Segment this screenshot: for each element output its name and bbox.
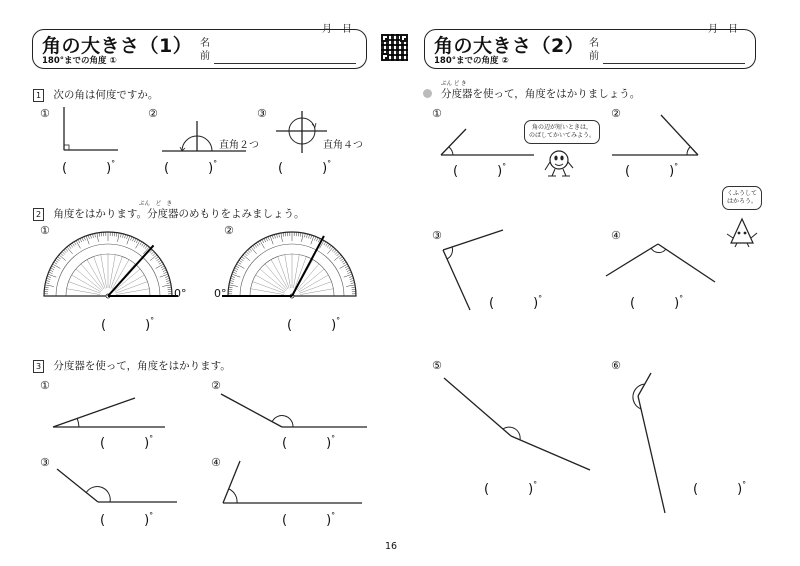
date-label: 月 日 (708, 24, 738, 35)
date-label: 月 日 (322, 24, 352, 35)
item-number: ③ (432, 229, 442, 242)
item-number: ① (40, 107, 50, 120)
page-subtitle: 180°までの角度 ① (42, 56, 117, 66)
answer-blank[interactable]: ( )° (278, 159, 332, 176)
name-label: 前 (589, 51, 599, 62)
item-number: ② (211, 379, 221, 392)
answer-blank[interactable]: ( )° (164, 159, 218, 176)
answer-blank[interactable]: ( )° (101, 316, 155, 333)
zero-label: 0° (214, 287, 227, 300)
page-title: 角の大きさ（1） (42, 35, 193, 57)
question-text: 角度をはかります。分度器のめもりをよみましょう。 (53, 208, 305, 220)
item-number: ③ (257, 107, 267, 120)
answer-blank[interactable]: ( )° (693, 480, 747, 497)
answer-blank[interactable]: ( )° (62, 159, 116, 176)
question-text: 次の角は何度ですか。 (53, 89, 159, 101)
item-number: ② (148, 107, 158, 120)
page-subtitle: 180°までの角度 ② (434, 56, 509, 66)
name-label: 名 (200, 38, 210, 49)
item-number: ⑥ (611, 359, 621, 372)
answer-blank[interactable]: ( )° (630, 294, 684, 311)
item-number: ⑤ (432, 359, 442, 372)
answer-blank[interactable]: ( )° (282, 434, 336, 451)
zero-label: 0° (174, 287, 187, 300)
speech-bubble: 角の辺が短いときは， のばしてかいてみよう。 (524, 120, 600, 144)
ruby-text: ぶん ど き (139, 201, 173, 207)
item-number: ① (432, 107, 442, 120)
item-number: ② (611, 107, 621, 120)
instruction-text: 分度器を使って，角度をはかりましょう。 (441, 88, 641, 100)
page-title: 角の大きさ（2） (434, 35, 585, 57)
answer-blank[interactable]: ( )° (625, 162, 679, 179)
item-number: ③ (40, 456, 50, 469)
page-number: 16 (385, 541, 398, 552)
answer-blank[interactable]: ( )° (484, 480, 538, 497)
question-marker: 2 (33, 208, 44, 221)
answer-blank[interactable]: ( )° (282, 511, 336, 528)
name-label: 前 (200, 51, 210, 62)
name-label: 名 (589, 38, 599, 49)
question-text: 分度器を使って，角度をはかります。 (53, 360, 231, 372)
ruby-text: ぶん ど き (441, 81, 467, 87)
mascot-icon (545, 151, 573, 176)
item-number: ① (40, 224, 50, 237)
angle-note: 直角２つ (219, 140, 259, 151)
answer-blank[interactable]: ( )° (287, 316, 341, 333)
item-number: ② (224, 224, 234, 237)
question-marker: 1 (33, 89, 44, 102)
item-number: ④ (211, 456, 221, 469)
question-marker: 3 (33, 360, 44, 373)
item-number: ④ (611, 229, 621, 242)
angle-note: 直角４つ (323, 140, 363, 151)
mascot-icon (727, 219, 757, 247)
item-number: ① (40, 379, 50, 392)
answer-blank[interactable]: ( )° (453, 162, 507, 179)
answer-blank[interactable]: ( )° (100, 434, 154, 451)
speech-bubble: くふうして はかろう。 (722, 186, 762, 210)
answer-blank[interactable]: ( )° (100, 511, 154, 528)
answer-blank[interactable]: ( )° (489, 294, 543, 311)
